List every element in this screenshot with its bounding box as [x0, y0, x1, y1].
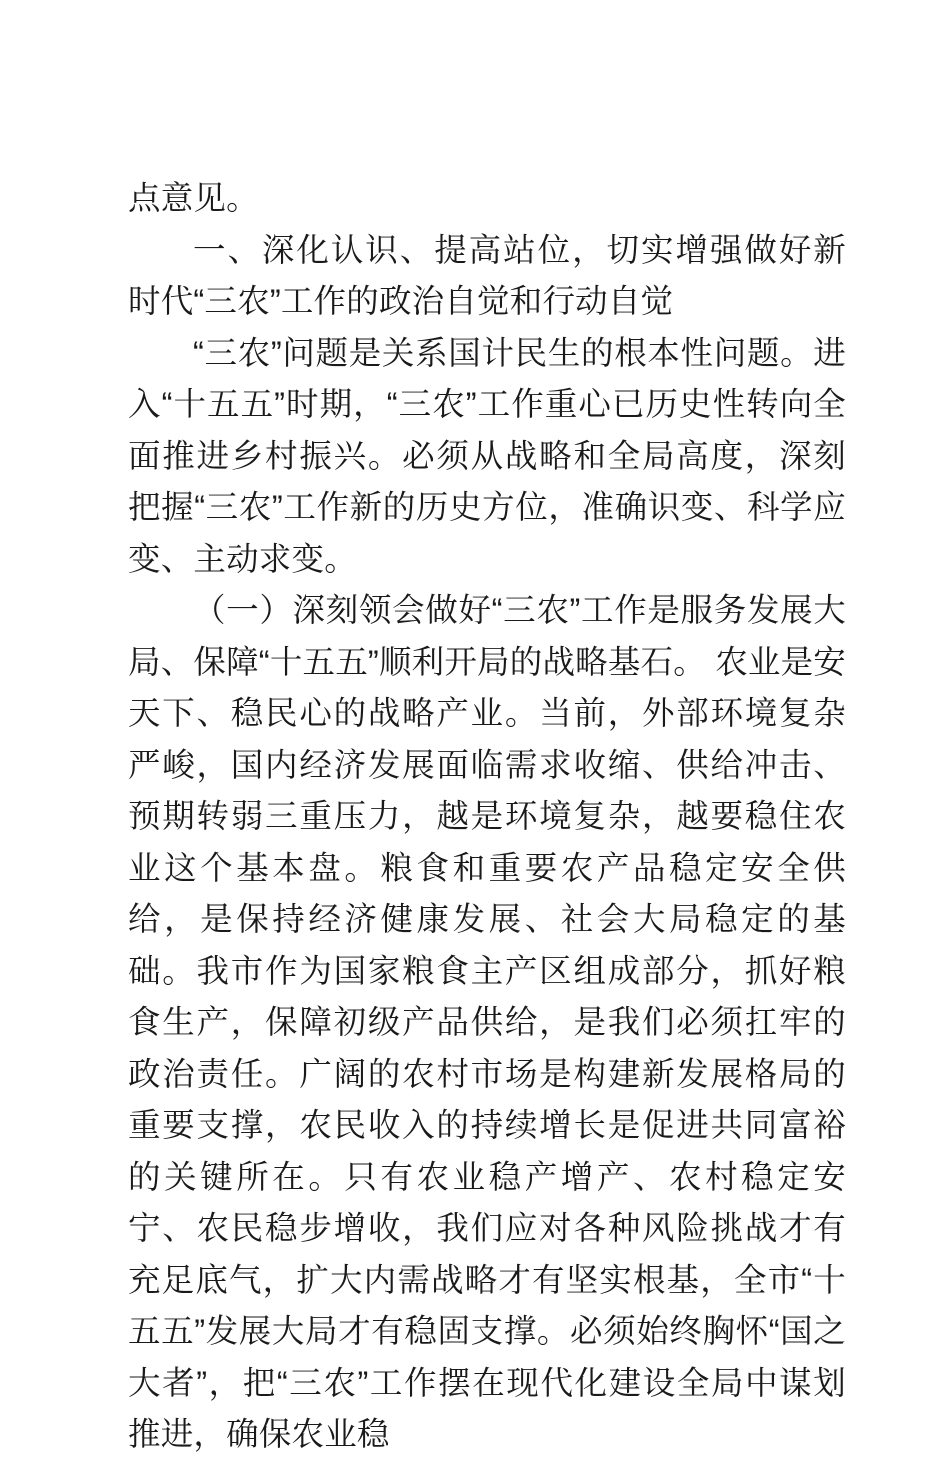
section-heading-one: 一、深化认识、提高站位，切实增强做好新时代“三农”工作的政治自觉和行动自觉 — [128, 231, 846, 319]
document-text-body — [128, 173, 846, 1461]
paragraph-subsection-one: （一）深刻领会做好“三农”工作是服务发展大局、保障“十五五”顺利开局的战略基石。 农业是安天下、稳民心的战略产业。当前，外部环境复杂严峻，国内经济发展面临需求收缩、供给冲击、预期转弱三重压力，越是环境复杂，越要稳住农业这个基本盘。粮食和重要农产品稳定安全供给，是保持经济健康发展、社会大局稳定的基础。我市作为国家粮食主产区组成部分，抓好粮食生产，保障初级产品供给，是我们必须扛牢的政治责任。广阔的农村市场是构建新发展格局的重要支撑，农民收入的持续增长是促进共同富裕的关键所在。只有农业稳产增产、农村稳定安宁、农民稳步增收，我们应对各种风险挑战才有充足底气，扩大内需战略才有坚实根基，全市“十五五”发展大局才有稳固支撑。必须始终胸怀“国之大者”，把“三农”工作摆在现代化建设全局中谋划推进，确保农业稳 — [128, 592, 846, 1452]
paragraph-continuation: 点意见。 — [128, 180, 259, 216]
paragraph-sannong-overview: “三农”问题是关系国计民生的根本性问题。进入“十五五”时期，“三农”工作重心已历史性转向全面推进乡村振兴。必须从战略和全局高度，深刻把握“三农”工作新的历史方位，准确识变、科学应变、主动求变。 — [128, 334, 846, 577]
